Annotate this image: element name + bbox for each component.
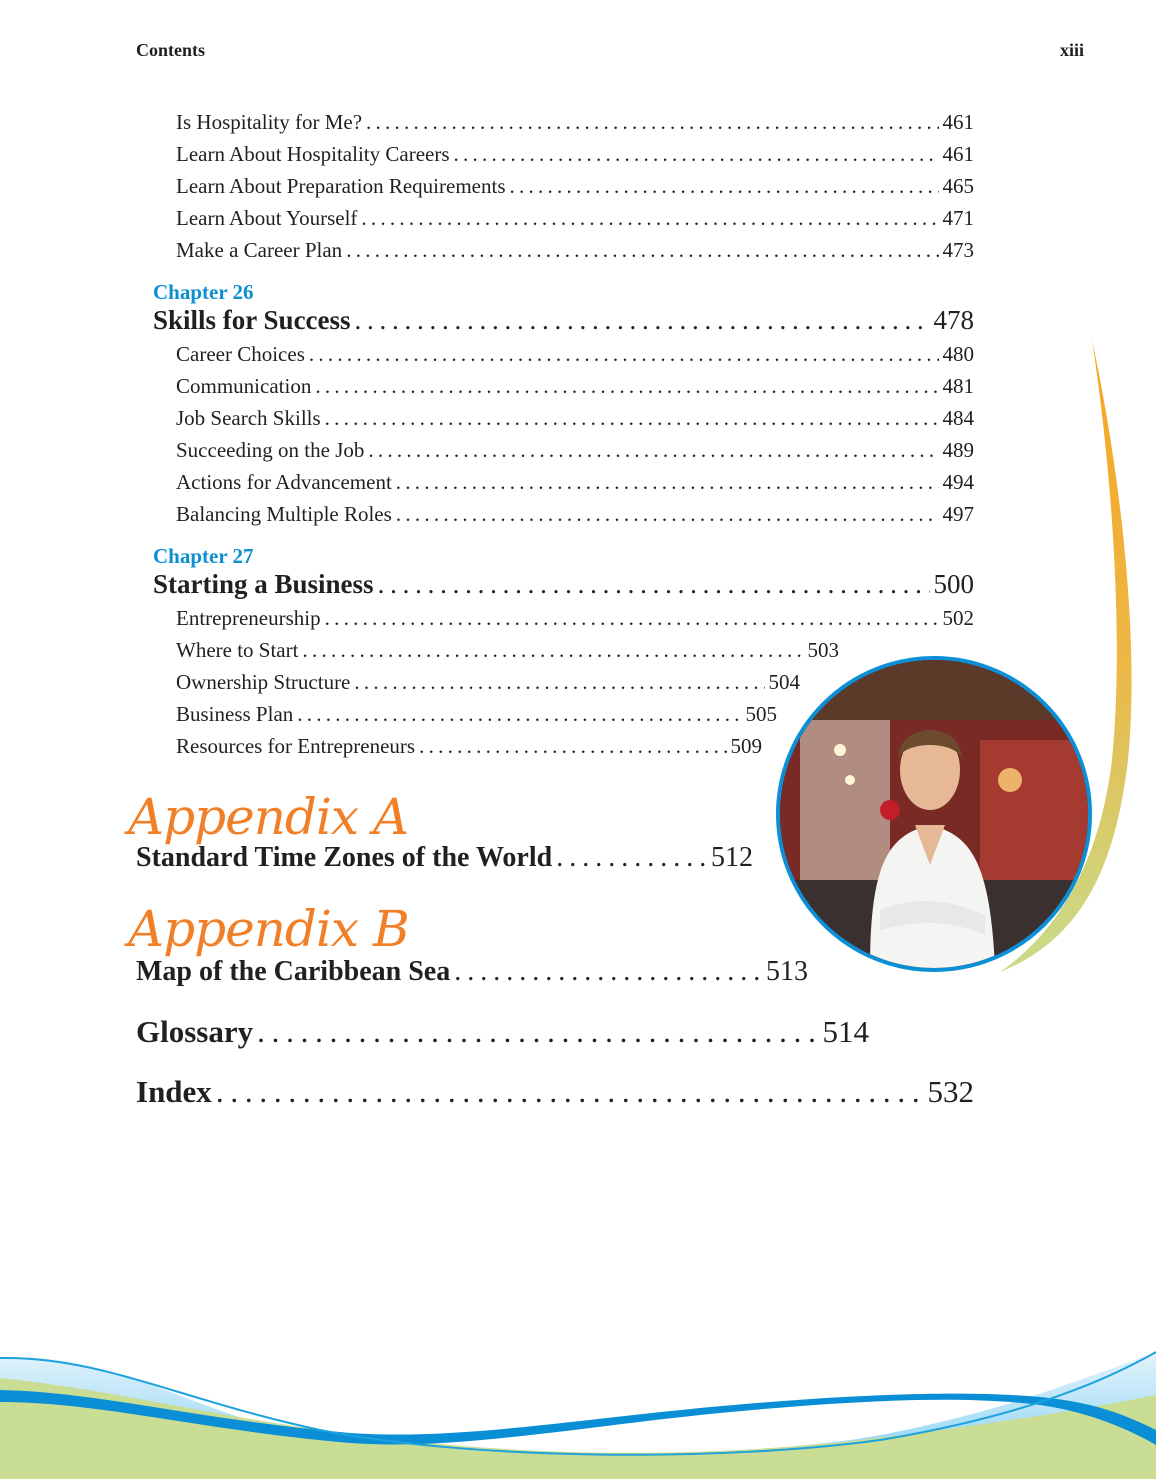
dot-leader [361, 206, 938, 231]
entry-page: 473 [942, 238, 974, 262]
entry-title: Is Hospitality for Me? [176, 110, 363, 134]
toc-entry[interactable] [176, 406, 974, 434]
entry-page: 481 [942, 374, 974, 398]
toc-entry[interactable] [176, 638, 839, 666]
dot-leader [354, 670, 764, 695]
entry-title: Balancing Multiple Roles [176, 502, 392, 526]
photo-illustration [780, 660, 1088, 968]
dot-leader [315, 374, 938, 399]
toc-entry[interactable] [176, 238, 974, 266]
chapter-27-title-entry[interactable] [153, 569, 974, 603]
entry-page: 461 [942, 142, 974, 166]
appendix-title: Map of the Caribbean Sea [136, 956, 451, 987]
index-title: Index [136, 1074, 212, 1109]
glossary-page: 514 [822, 1014, 869, 1049]
glossary-entry[interactable] [136, 1014, 869, 1054]
toc-entry[interactable] [176, 110, 974, 138]
chapter-page: 500 [933, 569, 974, 599]
toc-entry[interactable] [176, 142, 974, 170]
appendix-page: 512 [711, 842, 753, 873]
toc-entry[interactable] [176, 470, 974, 498]
chapter-27-label: Chapter 27 [153, 544, 254, 568]
dot-leader [355, 305, 930, 336]
entry-title: Make a Career Plan [176, 238, 343, 262]
appendix-a-entry[interactable] [136, 842, 753, 878]
chapter-page: 478 [933, 305, 974, 335]
entry-title: Business Plan [176, 702, 294, 726]
dot-leader [454, 142, 939, 167]
entry-page: 509 [730, 734, 762, 758]
entry-title: Actions for Advancement [176, 470, 392, 494]
toc-entry[interactable] [176, 206, 974, 234]
running-head-section: Contents [136, 40, 206, 60]
appendix-b-entry[interactable] [136, 956, 808, 992]
entry-title: Communication [176, 374, 312, 398]
entry-title: Where to Start [176, 638, 299, 662]
entry-title: Career Choices [176, 342, 305, 366]
entry-page: 503 [807, 638, 839, 662]
dot-leader [396, 502, 939, 527]
toc-entry[interactable] [176, 374, 974, 402]
index-entry[interactable] [136, 1074, 974, 1114]
chapter-26-label: Chapter 26 [153, 280, 254, 304]
entry-page: 484 [942, 406, 974, 430]
toc-entry[interactable] [176, 734, 762, 762]
dot-leader [378, 569, 930, 600]
entry-page: 505 [745, 702, 777, 726]
dot-leader [366, 110, 938, 135]
dot-leader [419, 734, 726, 759]
entry-title: Learn About Hospitality Careers [176, 142, 450, 166]
dot-leader [302, 638, 803, 663]
dot-leader [556, 842, 707, 874]
dot-leader [216, 1074, 924, 1110]
chapter-26-title-entry[interactable] [153, 305, 974, 339]
entry-title: Job Search Skills [176, 406, 321, 430]
dot-leader [346, 238, 938, 263]
toc-entry[interactable] [176, 670, 800, 698]
glossary-title: Glossary [136, 1014, 254, 1049]
entry-page: 502 [942, 606, 974, 630]
entry-title: Entrepreneurship [176, 606, 321, 630]
dot-leader [396, 470, 939, 495]
entry-page: 497 [942, 502, 974, 526]
appendix-b-heading: Appendix B [128, 900, 409, 958]
entry-page: 471 [942, 206, 974, 230]
toc-entry[interactable] [176, 702, 777, 730]
chapter-title: Starting a Business [153, 569, 374, 599]
entry-page: 504 [768, 670, 800, 694]
entry-page: 494 [942, 470, 974, 494]
entry-title: Succeeding on the Job [176, 438, 365, 462]
toc-entry[interactable] [176, 438, 974, 466]
toc-entry[interactable] [176, 606, 974, 634]
entry-title: Ownership Structure [176, 670, 351, 694]
appendix-a-heading: Appendix A [128, 788, 409, 846]
entry-page: 489 [942, 438, 974, 462]
running-head-page-number: xiii [1060, 40, 1085, 60]
entry-title: Resources for Entrepreneurs [176, 734, 416, 758]
entry-page: 461 [942, 110, 974, 134]
dot-leader [454, 956, 762, 988]
dot-leader [297, 702, 741, 727]
dot-leader [325, 606, 939, 631]
entry-title: Learn About Preparation Requirements [176, 174, 506, 198]
entry-page: 465 [942, 174, 974, 198]
toc-entry[interactable] [176, 502, 974, 530]
toc-entry[interactable] [176, 174, 974, 202]
index-page: 532 [927, 1074, 974, 1109]
entry-title: Learn About Yourself [176, 206, 358, 230]
appendix-page: 513 [766, 956, 808, 987]
hospitality-worker-photo [776, 656, 1092, 972]
dot-leader [257, 1014, 818, 1050]
appendix-title: Standard Time Zones of the World [136, 842, 553, 873]
dot-leader [325, 406, 939, 431]
entry-page: 480 [942, 342, 974, 366]
dot-leader [510, 174, 939, 199]
dot-leader [309, 342, 939, 367]
dot-leader [368, 438, 938, 463]
chapter-title: Skills for Success [153, 305, 351, 335]
toc-entry[interactable] [176, 342, 974, 370]
